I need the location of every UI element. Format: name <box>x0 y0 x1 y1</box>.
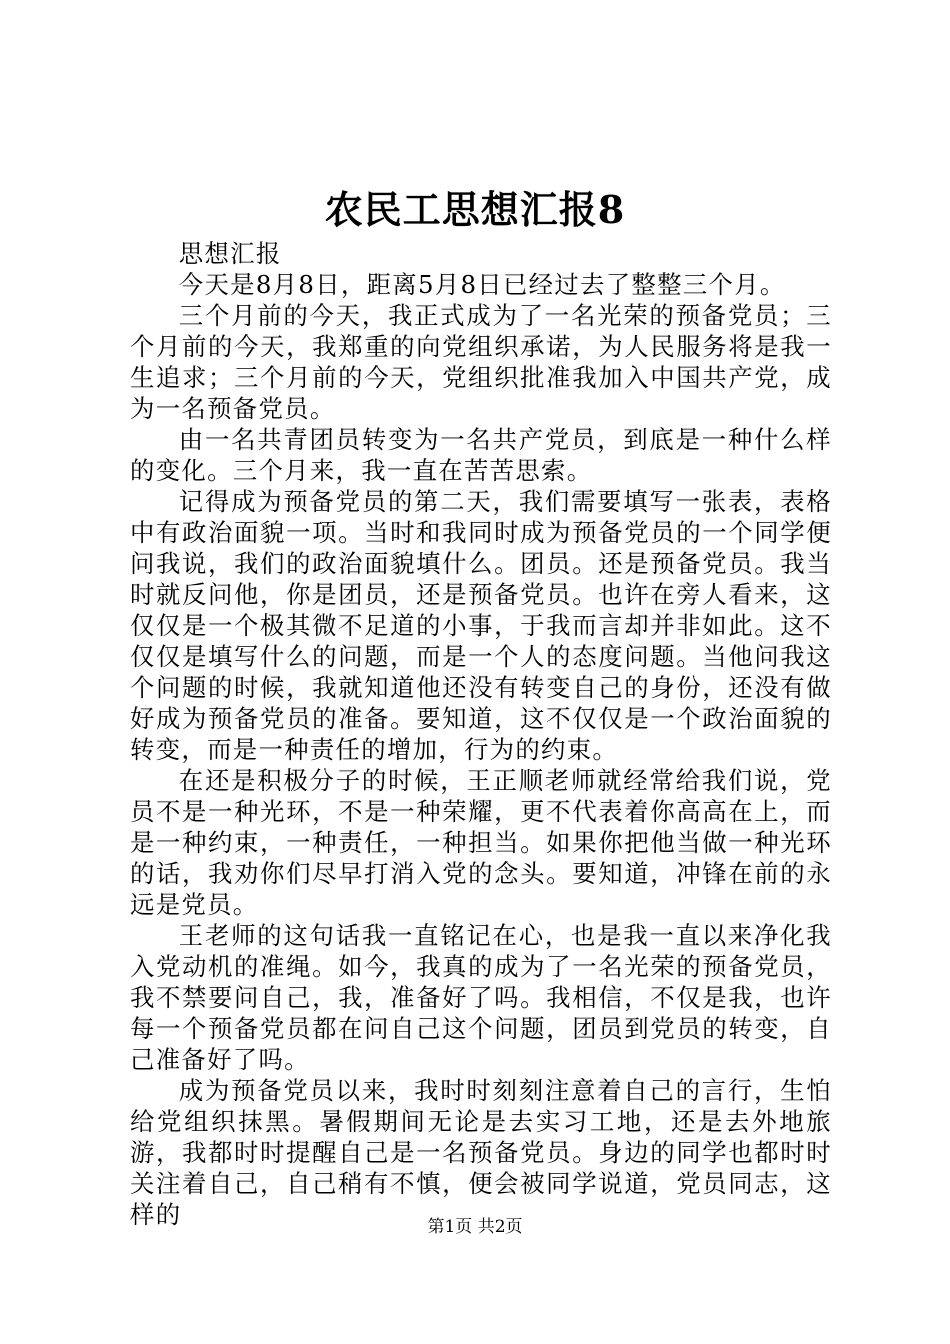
paragraph: 三个月前的今天，我正式成为了一名光荣的预备党员；三个月前的今天，我郑重的向党组织承诺，为人民服务将是我一生追求；三个月前的今天，党组织批准我加入中国共产党，成为一名预备党员。 <box>130 301 832 423</box>
paragraph: 在还是积极分子的时候，王正顺老师就经常给我们说，党员不是一种光环，不是一种荣耀，更不代表着你高高在上，而是一种约束，一种责任，一种担当。如果你把他当做一种光环的话，我劝你们尽早打消入党的念头。要知道，冲锋在前的永远是党员。 <box>130 766 832 919</box>
paragraph: 成为预备党员以来，我时时刻刻注意着自己的言行，生怕给党组织抹黑。暑假期间无论是去实习工地，还是去外地旅游，我都时时提醒自己是一名预备党员。身边的同学也都时时关注着自己，自己稍有不慎，便会被同学说道，党员同志，这样的 <box>130 1076 832 1229</box>
section-heading: 思想汇报 <box>178 239 282 268</box>
document-title: 农民工思想汇报8 <box>324 187 626 232</box>
paragraph: 王老师的这句话我一直铭记在心，也是我一直以来净化我入党动机的准绳。如今，我真的成为了一名光荣的预备党员，我不禁要问自己，我，准备好了吗。我相信，不仅是我，也许每一个预备党员都在问自己这个问题，团员到党员的转变，自己准备好了吗。 <box>130 921 832 1074</box>
paragraph: 由一名共青团员转变为一名共产党员，到底是一种什么样的变化。三个月来，我一直在苦苦思索。 <box>130 425 832 485</box>
paragraph: 今天是8月8日，距离5月8日已经过去了整整三个月。 <box>178 270 786 299</box>
paragraph: 记得成为预备党员的第二天，我们需要填写一张表，表格中有政治面貌一项。当时和我同时成为预备党员的一个同学便问我说，我们的政治面貌填什么。团员。还是预备党员。我当时就反问他，你是团员，还是预备党员。也许在旁人看来，这仅仅是一个极其微不足道的小事，于我而言却并非如此。这不仅仅是填写什么的问题，而是一个人的态度问题。当他问我这个问题的时候，我就知道他还没有转变自己的身份，还没有做好成为预备党员的准备。要知道，这不仅仅是一个政治面貌的转变，而是一种责任的增加，行为的约束。 <box>130 487 832 764</box>
page-number-footer: 第1页 共2页 <box>427 1217 523 1237</box>
document-body <box>130 238 832 1230</box>
